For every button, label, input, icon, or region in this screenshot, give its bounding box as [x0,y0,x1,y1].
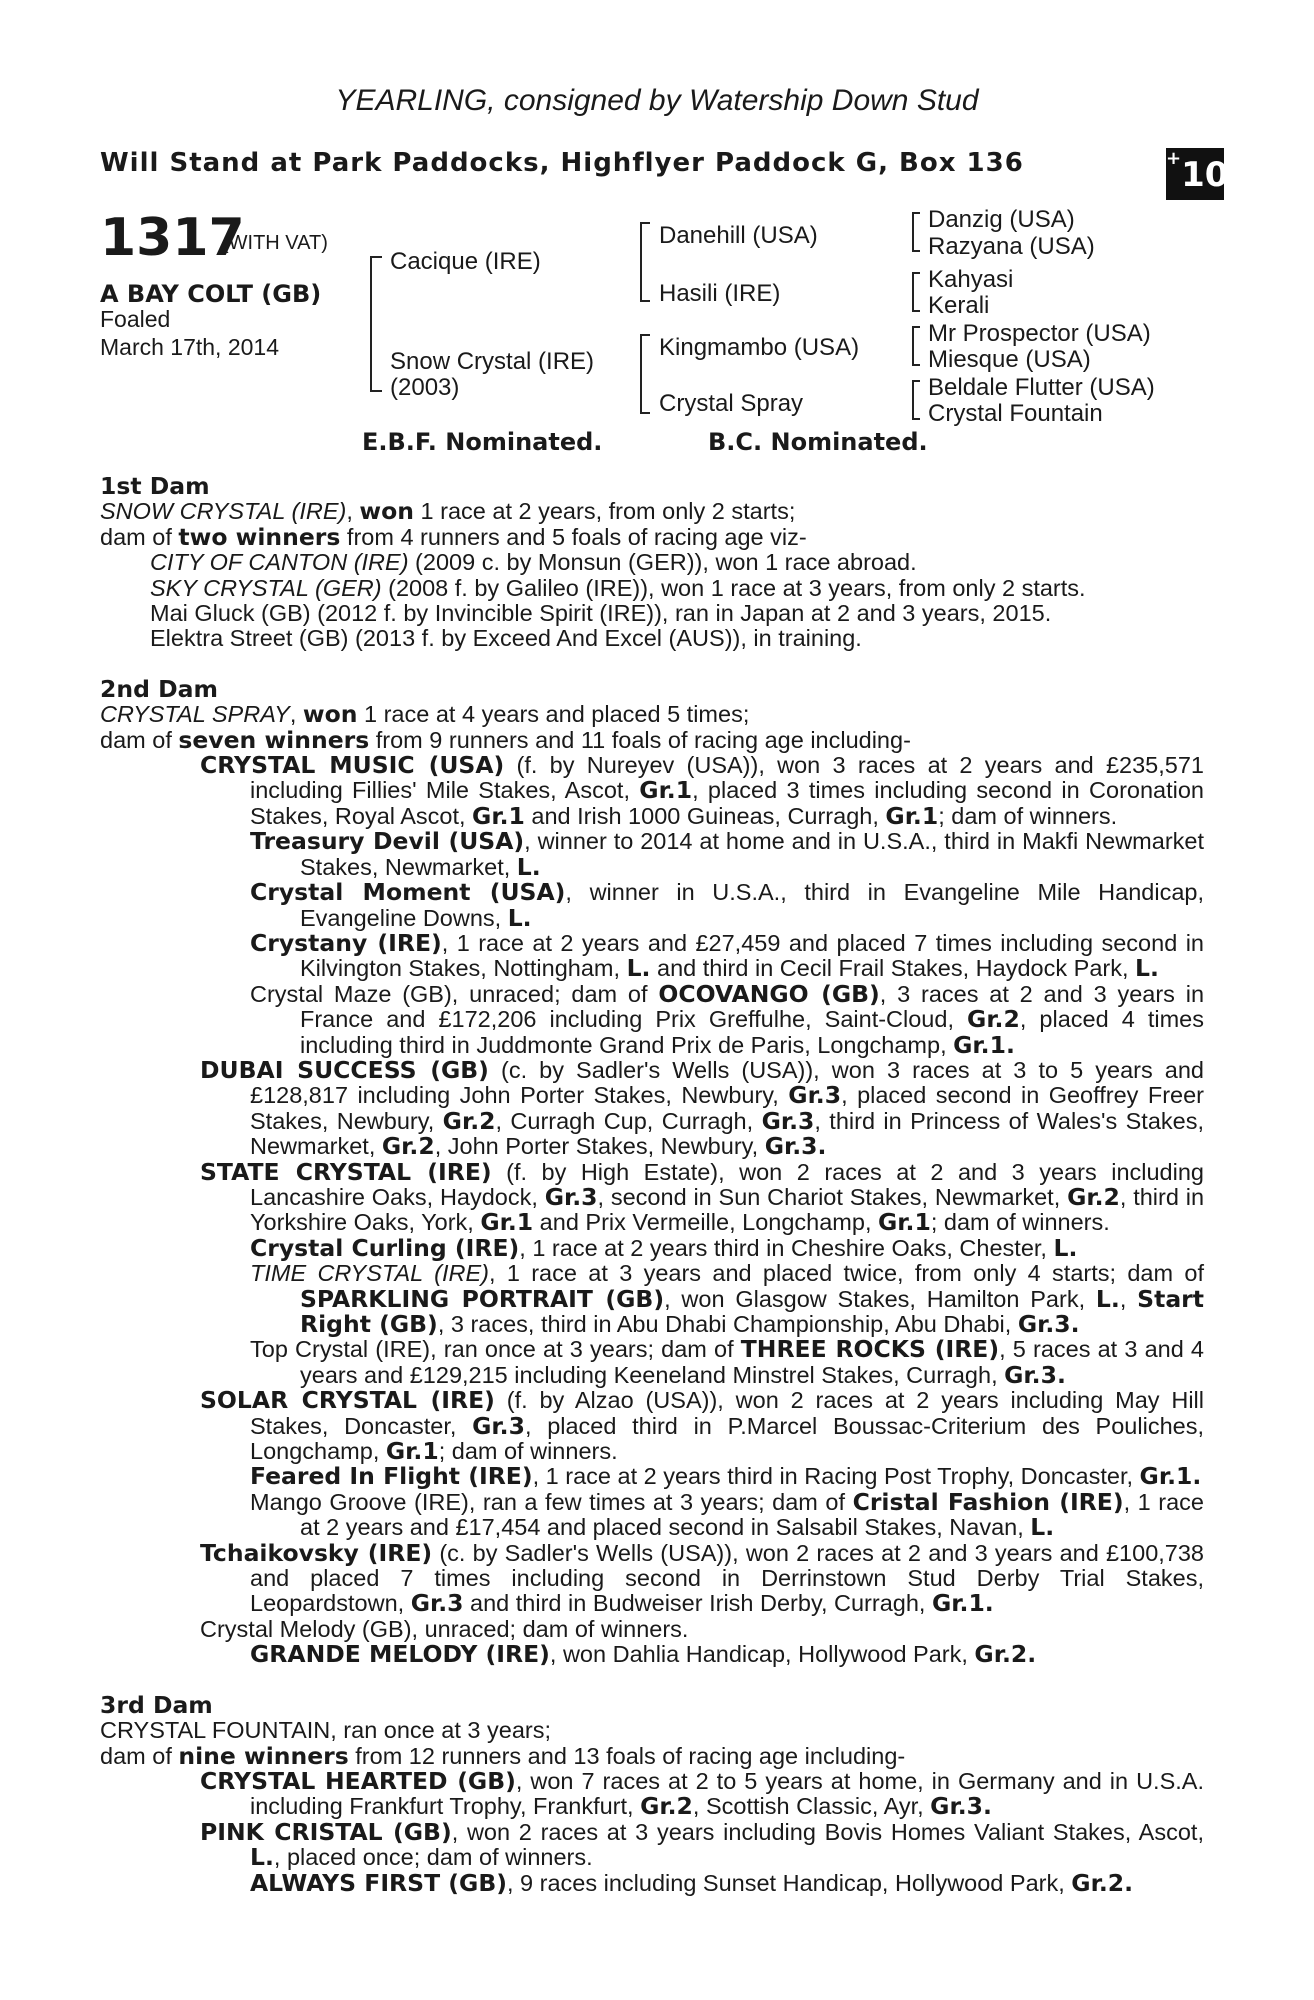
grade: Gr.1. [931,1589,994,1618]
horse-name: Crystal Curling (IRE) [250,1233,520,1262]
pedigree-g3-7: Beldale Flutter (USA) [928,374,1155,401]
badge-plus: + [1166,148,1182,169]
produce-entry [100,753,1204,829]
dam-name: CRYSTAL SPRAY [100,701,290,728]
text: , Scottish Classic, Ayr, [692,1793,931,1820]
brace-g3-4 [912,380,920,420]
foaled-date: March 17th, 2014 [100,334,280,360]
foaled-label: Foaled [100,306,171,332]
text: from 12 runners and 13 foals of racing age including- [348,1742,906,1769]
third-dam-produce-summary [100,1741,1204,1770]
bc-nominated: B.C. Nominated. [708,428,928,456]
text: from 9 runners and 11 foals of racing age including- [369,726,911,753]
grade: Gr.3 [410,1589,464,1618]
pedigree-g3-6: Miesque (USA) [928,346,1091,373]
grade: Gr.1 [472,801,525,830]
text: (f. by High Estate), won 2 races at 2 and 3 years including Lancashire Oaks, Haydock, [250,1158,1204,1210]
brace-g3-1 [912,212,920,252]
pedigree-dam-dam: Crystal Spray [659,390,804,417]
produce-entry: Crystal Melody (GB), unraced; dam of winners. [200,1615,689,1642]
pedigree-g3-1: Danzig (USA) [928,206,1075,233]
page-title: YEARLING, consigned by Watership Down Stud [335,84,979,117]
produce-entry [100,1817,1204,1872]
third-dam-heading: 3rd Dam [100,1690,213,1719]
grade: Gr.2. [1071,1868,1134,1897]
text: , 5 races at 3 and 4 years and £129,215 including Keeneland Minstrel Stakes, Curragh, [300,1336,1204,1388]
text: (f. by Alzao (USA)), won 2 races at 2 years including May Hill Stakes, Doncaster, [250,1387,1204,1439]
grade: Gr.3. [1017,1310,1080,1338]
grade: Gr.2 [442,1106,496,1135]
grade: Gr.1 [385,1437,439,1466]
grade: L. [507,903,532,932]
grade: Gr.3. [1004,1360,1066,1389]
produce-entry [100,1868,1204,1897]
horse-name: PINK CRISTAL (GB) [200,1817,452,1846]
text: Mango Groove (IRE), ran a few times at 3 years; dam of [250,1488,853,1515]
produce-entry [100,1464,1204,1489]
text: , placed 3 times including second in Coronation Stakes, Royal Ascot, [250,777,1204,829]
grade: L. [1053,1233,1078,1262]
horse-name: Feared In Flight (IRE) [250,1462,533,1491]
text: (2009 c. by Monsun (GER)), won 1 race abroad. [408,549,917,576]
text: , third in Yorkshire Oaks, York, [250,1183,1205,1236]
pedigree-g3-3: Kahyasi [928,266,1014,293]
first-dam-produce-summary [100,522,1204,551]
grade: Gr.1 [878,1208,931,1237]
text: , won 2 races at 3 years including Bovis Homes Valiant Stakes, Ascot, [451,1818,1204,1845]
produce-entry: Elektra Street (GB) (2013 f. by Exceed And Excel (AUS)), in training. [150,625,862,652]
text: (f. by Nureyev (USA)), won 3 races at 2 years and £235,571 including Fillies' Mile Stakes, Ascot, [250,752,1204,804]
horse-name: Crystal Moment (USA) [250,878,566,907]
brace-sire [640,222,650,302]
produce-entry [100,1233,1204,1262]
lot-number: 1317 [100,208,245,268]
text: , won Glasgow Stakes, Hamilton Park, [664,1285,1096,1312]
horse-name: CRYSTAL MUSIC (USA) [200,751,505,780]
text: and Irish 1000 Guineas, Curragh, [524,802,886,829]
text: , placed 4 times including third in Juddmonte Grand Prix de Paris, Longchamp, [300,1006,1204,1058]
text: and third in Cecil Frail Stakes, Haydock Park, [650,955,1136,982]
pedigree-g3-2: Razyana (USA) [928,233,1095,260]
text: dam of [100,726,179,753]
pedigree-g3-5: Mr Prospector (USA) [928,320,1151,347]
horse-name: STATE CRYSTAL (IRE) [200,1157,492,1186]
horse-name: Treasury Devil (USA) [250,827,525,856]
text: , winner to 2014 at home and in U.S.A., third in Makfi Newmarket Stakes, Newmarket, [300,828,1205,880]
first-dam-heading: 1st Dam [100,472,210,500]
pedigree-g3-4: Kerali [928,292,990,319]
pedigree-sire-sire: Danehill (USA) [659,222,818,249]
text: , winner in U.S.A., third in Evangeline Mile Handicap, Evangeline Downs, [300,879,1204,931]
produce-entry [100,1157,1205,1237]
produce-entry [100,1055,1205,1161]
text: , won Dahlia Handicap, Hollywood Park, [549,1641,975,1668]
won-label: won [359,497,414,526]
grade: Gr.3 [761,1106,815,1135]
horse-name: SKY CRYSTAL (GER) [150,574,382,601]
first-dam-intro: SNOW CRYSTAL (IRE), won 1 race at 2 years, from only 2 starts; [100,497,796,526]
grade: Gr.1. [1139,1462,1202,1491]
horse-name: ALWAYS FIRST (GB) [250,1868,507,1897]
horse-name: OCOVANGO (GB) [658,979,880,1008]
second-dam-produce-summary [100,725,1204,754]
won-label: won [302,700,358,729]
text: , placed once; dam of winners. [273,1844,593,1871]
text: , won 7 races at 2 to 5 years at home, in Germany and in U.S.A. including Frankfurt Trophy, Frankfurt, [250,1767,1204,1820]
second-dam-heading: 2nd Dam [100,674,218,703]
text: (2008 f. by Galileo (IRE)), won 1 race at 3 years, from only 2 starts. [381,574,1086,601]
text: , second in Sun Chariot Stakes, Newmarket, [597,1183,1068,1210]
produce-entry [100,979,1205,1059]
horse-name: CITY OF CANTON (IRE) [150,549,409,576]
produce-entry [100,928,1204,983]
brace-g3-2 [912,272,920,312]
produce-entry [100,1261,1204,1337]
winners-count: two winners [178,522,341,551]
pedigree-sire: Cacique (IRE) [390,248,541,275]
vat-note: (WITH VAT) [222,232,328,254]
horse-name: GRANDE MELODY (IRE) [250,1640,550,1669]
grade: Gr.3 [472,1411,525,1440]
horse-name: CRYSTAL HEARTED (GB) [200,1766,516,1795]
text: Top Crystal (IRE), ran once at 3 years; dam of [250,1336,741,1363]
text: 1 race at 4 years and placed 5 times; [357,701,750,728]
horse-name: THREE ROCKS (IRE) [740,1335,1000,1364]
text: , 1 race at 2 years third in Cheshire Oaks, Chester, [519,1234,1054,1261]
produce-entry [100,1642,1204,1667]
grade: L. [250,1843,274,1872]
pedigree-dam-sire: Kingmambo (USA) [659,334,860,361]
second-dam-intro: CRYSTAL SPRAY, won 1 race at 4 years and placed 5 times; [100,700,750,729]
brace-gen1 [370,256,382,392]
third-dam-intro: CRYSTAL FOUNTAIN, ran once at 3 years; [100,1717,551,1744]
grade: Gr.2 [1067,1182,1120,1211]
text: from 4 runners and 5 foals of racing age viz- [340,523,807,550]
text: , 1 race at 2 years and £17,454 and placed second in Salsabil Stakes, Navan, [300,1488,1204,1541]
pedigree-dam: Snow Crystal (IRE) [390,348,595,375]
horse-name: Tchaikovsky (IRE) [200,1538,433,1567]
horse-name: Crystany (IRE) [250,928,442,957]
text: ; dam of winners. [938,802,1118,829]
produce-entry [100,1766,1204,1821]
brace-g3-3 [912,326,920,366]
stand-location: Will Stand at Park Paddocks, Highflyer Paddock G, Box 136 [100,148,1024,178]
horse-name: SPARKLING PORTRAIT (GB) [300,1284,665,1313]
grade: Gr.3 [788,1081,842,1110]
grade: Gr.1 [480,1208,534,1237]
horse-name: Cristal Fashion (IRE) [852,1487,1124,1516]
grade: Gr.3 [544,1182,598,1211]
produce-entry [100,880,1204,931]
winners-count: seven winners [178,725,370,754]
produce-entry [100,1538,1204,1618]
produce-entry [100,550,1204,575]
horse-name: TIME CRYSTAL (IRE) [250,1260,489,1287]
grade: Gr.2 [381,1132,435,1161]
produce-entry [100,1388,1204,1464]
text: (c. by Sadler's Wells (USA)), won 2 races at 2 and 3 years and £100,738 and placed 7 times including second in Derrinstown Stud Derby Trial Stakes, Leopardstown, [250,1539,1204,1617]
text: , 1 race at 3 years and placed twice, from only 4 starts; dam of [488,1260,1204,1287]
text: (c. by Sadler's Wells (USA)), won 3 races at 3 to 5 years and £128,817 including John Porter Stakes, Newbury, [250,1056,1205,1109]
page-badge [1166,148,1229,200]
text: , 9 races including Sunset Handicap, Hollywood Park, [506,1869,1072,1896]
grade: Gr.1. [953,1030,1015,1059]
produce-entry [100,1337,1204,1388]
dam-name: SNOW CRYSTAL (IRE) [100,498,347,525]
produce-entry [100,829,1204,880]
grade: Gr.2 [967,1005,1020,1034]
grade: L. [1135,954,1159,983]
winners-count: nine winners [178,1741,349,1770]
catalogue-body [100,474,1204,1896]
text: , John Porter Stakes, Newbury, [434,1133,765,1160]
grade: L. [1030,1513,1055,1542]
grade: Gr.1 [639,776,693,805]
text: , 1 race at 2 years third in Racing Post Trophy, Doncaster, [532,1463,1140,1490]
pedigree-g3-8: Crystal Fountain [928,400,1103,427]
text: , placed third in P.Marcel Boussac-Criterium des Pouliches, Longchamp, [250,1412,1204,1465]
badge-number: 10 [1181,155,1229,195]
text: and Prix Vermeille, Longchamp, [533,1209,879,1236]
grade: Gr.1 [885,801,939,830]
grade: L. [516,852,541,881]
grade: L. [626,954,651,983]
text: ; dam of winners. [930,1209,1110,1236]
text: dam of [100,523,179,550]
text: and third in Budweiser Irish Derby, Curragh, [463,1590,932,1617]
grade: Gr.2. [974,1640,1037,1669]
horse-name: SOLAR CRYSTAL (IRE) [200,1386,495,1415]
grade: Gr.3. [764,1132,827,1161]
text: Crystal Maze (GB), unraced; dam of [250,980,659,1007]
text: dam of [100,1742,179,1769]
grade: Gr.2 [640,1792,693,1821]
text: , Curragh Cup, Curragh, [495,1107,762,1134]
grade: L. [1095,1284,1120,1313]
text: , [1119,1285,1138,1312]
pedigree-dam-year: (2003) [390,374,460,401]
intro-text: 1 race at 2 years, from only 2 starts; [414,498,796,525]
text: , 1 race at 2 years and £27,459 and placed 7 times including second in Kilvington Stakes, Nottingham, [300,929,1204,982]
text: , 3 races at 2 and 3 years in France and £172,206 including Prix Greffulhe, Saint-Cloud, [300,980,1205,1033]
ebf-nominated: E.B.F. Nominated. [362,428,603,456]
brace-dam [640,334,650,414]
horse-name: Start Right (GB) [300,1284,1204,1338]
text: , 3 races, third in Abu Dhabi Championship, Abu Dhabi, [437,1311,1018,1337]
pedigree-sire-dam: Hasili (IRE) [659,280,781,307]
produce-entry [100,576,1204,601]
produce-entry: Mai Gluck (GB) (2012 f. by Invincible Spirit (IRE)), ran in Japan at 2 and 3 years, 2015. [150,600,1052,627]
text: , placed second in Geoffrey Freer Stakes, Newbury, [250,1082,1204,1134]
text: ; dam of winners. [438,1438,618,1465]
grade: Gr.3. [930,1792,992,1821]
horse-name: DUBAI SUCCESS (GB) [200,1055,489,1084]
lot-description: A BAY COLT (GB) [100,280,322,308]
produce-entry [100,1487,1204,1542]
text: , third in Princess of Wales's Stakes, Newmarket, [250,1107,1204,1160]
